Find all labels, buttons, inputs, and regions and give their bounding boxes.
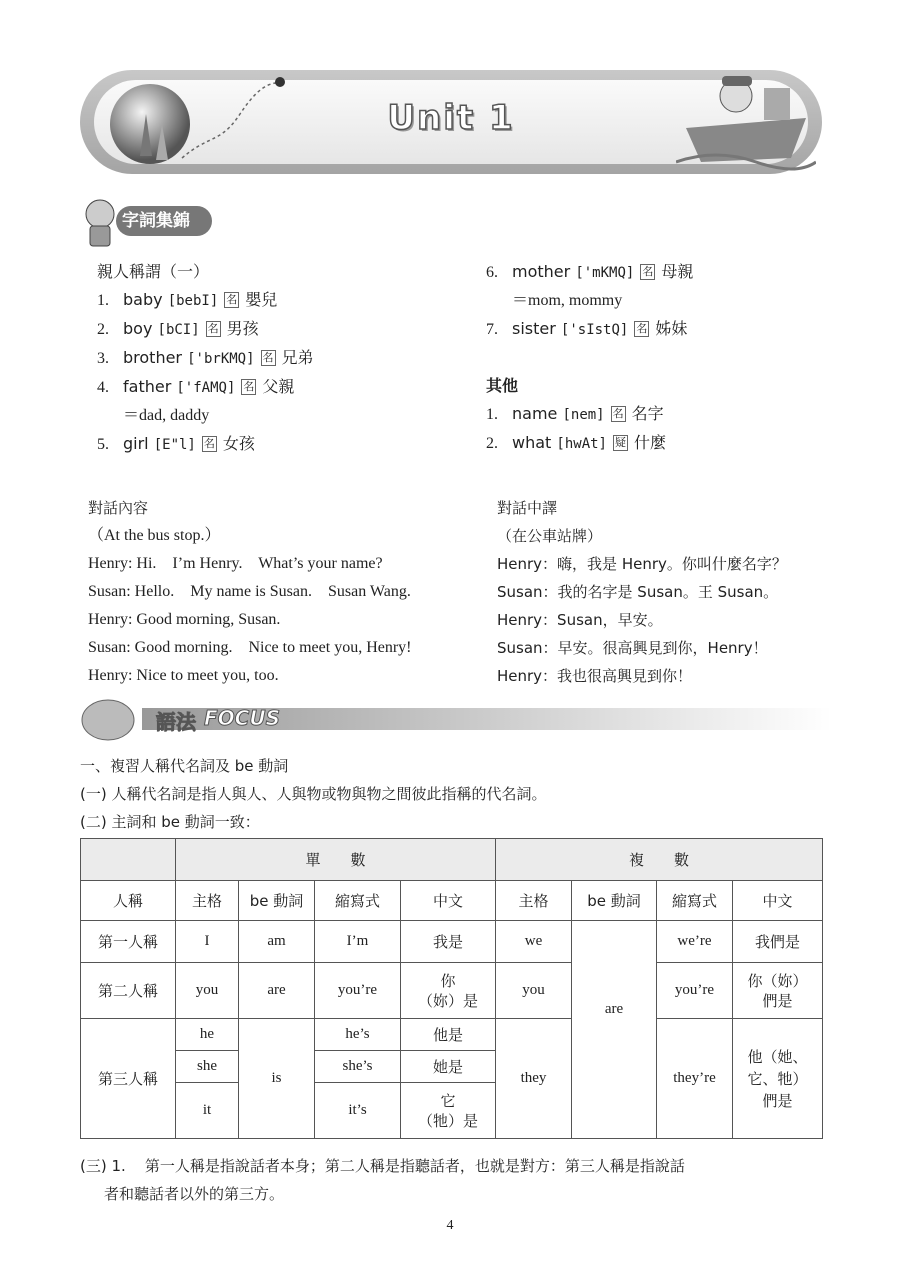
dialogue-line: Henry：我也很高興見到你！ bbox=[497, 667, 693, 685]
list-item: 6. mother ['mKMQ] 名 母親 bbox=[486, 262, 694, 281]
table-header: 人稱 bbox=[81, 881, 176, 921]
page-number: 4 bbox=[446, 1218, 454, 1233]
grammar-point-line: (三) 1. 第一人稱是指說話者本身；第二人稱是指聽話者，也就是對方：第三人稱是指說話 bbox=[80, 1157, 685, 1175]
dialogue-line: Henry: Nice to meet you, too. bbox=[88, 667, 279, 684]
table-header: 主格 bbox=[496, 881, 572, 921]
table-row bbox=[81, 921, 823, 963]
cell: I bbox=[176, 921, 239, 963]
grammar-badge-en: FOCUS bbox=[204, 706, 280, 730]
cell: you bbox=[496, 963, 572, 1019]
list-item-alt: ＝mom, mommy bbox=[512, 292, 623, 309]
table-header: be 動詞 bbox=[572, 881, 657, 921]
grammar-point-line: 者和聽話者以外的第三方。 bbox=[104, 1185, 285, 1203]
dialogue-line: Susan：我的名字是 Susan。王 Susan。 bbox=[497, 583, 779, 601]
dotted-path bbox=[180, 74, 290, 164]
cell: he bbox=[176, 1019, 239, 1051]
dialogue-title: 對話內容 bbox=[88, 499, 149, 517]
grammar-badge-zh: 語法 bbox=[156, 710, 196, 734]
dialogue-english bbox=[88, 494, 488, 690]
cell: it bbox=[176, 1083, 239, 1139]
vocab-left bbox=[97, 258, 457, 459]
pronoun-table bbox=[80, 838, 823, 1139]
table-header: 中文 bbox=[401, 881, 496, 921]
grammar-point: (二) 主詞和 be 動詞一致： bbox=[80, 813, 260, 831]
cell: 我們是 bbox=[733, 921, 823, 963]
cell: am bbox=[239, 921, 315, 963]
row-label: 第一人稱 bbox=[81, 921, 176, 963]
list-item: 7. sister ['sIstQ] 名 姊妹 bbox=[486, 319, 688, 338]
vocab-right bbox=[486, 258, 846, 458]
row-label: 第二人稱 bbox=[81, 963, 176, 1019]
list-item-alt: ＝dad, daddy bbox=[123, 407, 210, 424]
grammar-point-3 bbox=[80, 1152, 840, 1208]
cell: she bbox=[176, 1051, 239, 1083]
dialogue-line: （在公車站牌） bbox=[497, 527, 603, 545]
singular-header: 單 數 bbox=[176, 839, 496, 881]
vocab-badge: 字詞集錦 bbox=[122, 211, 190, 231]
grammar-heading: 一、複習人稱代名詞及 be 動詞 bbox=[80, 757, 289, 775]
grammar-text bbox=[80, 752, 840, 836]
table-row bbox=[81, 963, 823, 1019]
dialogue-line: Henry：Susan，早安。 bbox=[497, 611, 663, 629]
row-label: 第三人稱 bbox=[81, 1019, 176, 1139]
table-header: 縮寫式 bbox=[315, 881, 401, 921]
cell: 他是 bbox=[401, 1019, 496, 1051]
dialogue-line: Susan: Good morning. Nice to meet you, Henry! bbox=[88, 639, 412, 656]
list-item: 3. brother ['brKMQ] 名 兄弟 bbox=[97, 348, 314, 367]
cell: 你 （妳）是 bbox=[401, 963, 496, 1019]
dialogue-line: Susan：早安。很高興見到你，Henry！ bbox=[497, 639, 768, 657]
cell: they’re bbox=[657, 1019, 733, 1139]
table-row bbox=[81, 1019, 823, 1051]
cell: we bbox=[496, 921, 572, 963]
dialogue-line: Henry：嗨，我是 Henry。你叫什麼名字？ bbox=[497, 555, 787, 573]
cell: you’re bbox=[315, 963, 401, 1019]
dialogue-title: 對話中譯 bbox=[497, 499, 558, 517]
unit-title: Unit 1 bbox=[387, 98, 515, 138]
dialogue-line: Susan: Hello. My name is Susan. Susan Wang. bbox=[88, 583, 411, 600]
plural-header: 複 數 bbox=[496, 839, 823, 881]
dialogue-line: Henry: Hi. I’m Henry. What’s your name? bbox=[88, 555, 383, 572]
cell: she’s bbox=[315, 1051, 401, 1083]
table-header: 縮寫式 bbox=[657, 881, 733, 921]
list-item: 2. boy [bCI] 名 男孩 bbox=[97, 319, 259, 338]
list-item: 5. girl [E"l] 名 女孩 bbox=[97, 434, 255, 453]
cell: 他（她、 它、牠） 們是 bbox=[733, 1019, 823, 1139]
dialogue-line: （At the bus stop.） bbox=[88, 527, 221, 544]
cell: you’re bbox=[657, 963, 733, 1019]
boy-on-boat-icon bbox=[676, 58, 816, 174]
table-header-blank bbox=[81, 839, 176, 881]
list-item: 4. father ['fAMQ] 名 父親 bbox=[97, 377, 295, 396]
cell: 它 （牠）是 bbox=[401, 1083, 496, 1139]
cell: they bbox=[496, 1019, 572, 1139]
plural-be-cell: are bbox=[572, 921, 657, 1139]
cell: 我是 bbox=[401, 921, 496, 963]
unit-banner bbox=[80, 70, 822, 174]
dialogue-chinese bbox=[497, 494, 857, 690]
dialogue-line: Henry: Good morning, Susan. bbox=[88, 611, 281, 628]
vocab-group-title: 親人稱謂（一） bbox=[97, 262, 210, 281]
other-title: 其他 bbox=[486, 376, 519, 395]
cell: is bbox=[239, 1019, 315, 1139]
table-header: 主格 bbox=[176, 881, 239, 921]
table-header: 中文 bbox=[733, 881, 823, 921]
cell: he’s bbox=[315, 1019, 401, 1051]
table-header: be 動詞 bbox=[239, 881, 315, 921]
grammar-point: (一) 人稱代名詞是指人與人、人與物或物與物之間彼此指稱的代名詞。 bbox=[80, 785, 547, 803]
cell: are bbox=[239, 963, 315, 1019]
cell: I’m bbox=[315, 921, 401, 963]
cell: it’s bbox=[315, 1083, 401, 1139]
list-item: 1. name [nem] 名 名字 bbox=[486, 404, 664, 423]
list-item: 1. baby [bebI] 名 嬰兒 bbox=[97, 290, 278, 309]
cell: 她是 bbox=[401, 1051, 496, 1083]
list-item: 2. what [hwAt] 疑 什麼 bbox=[486, 433, 666, 452]
cell: 你（妳） 們是 bbox=[733, 963, 823, 1019]
cell: you bbox=[176, 963, 239, 1019]
cell: we’re bbox=[657, 921, 733, 963]
